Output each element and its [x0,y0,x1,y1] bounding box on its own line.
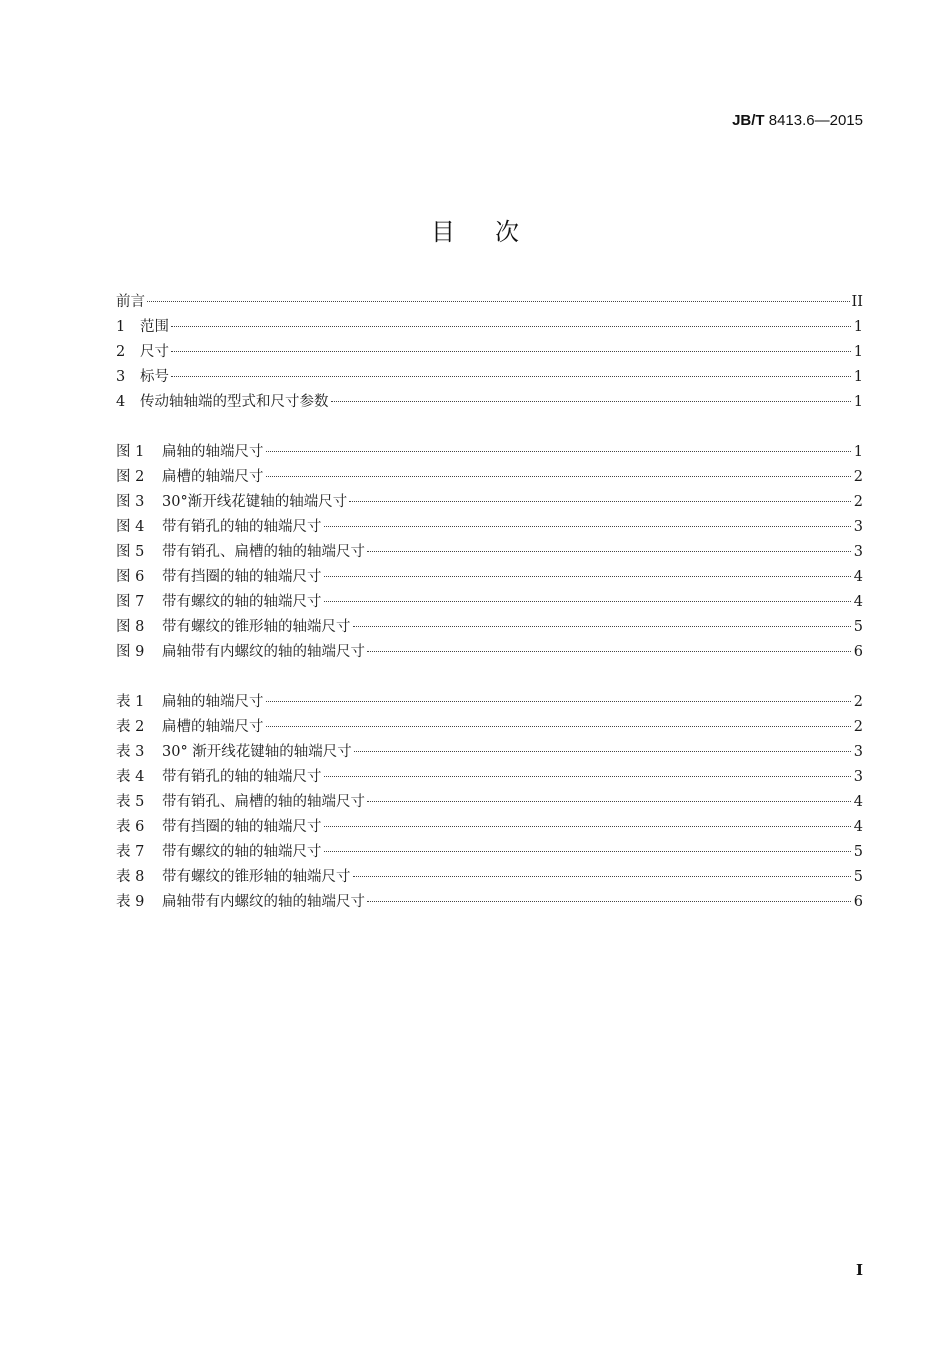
toc-entry-label: 标号 [140,369,169,385]
toc-entry-page: 3 [853,769,863,785]
toc-dot-leader [266,726,852,727]
toc-entry-label: 带有销孔的轴的轴端尺寸 [162,769,322,785]
toc-dot-leader [171,351,851,352]
toc-entry-label: 带有挡圈的轴的轴端尺寸 [162,569,322,585]
toc-entry[interactable] [116,440,863,465]
toc-dot-leader [367,651,851,652]
toc-entry-page: 4 [853,569,863,585]
toc-dot-leader [324,776,852,777]
toc-entry[interactable] [116,290,863,315]
toc-entry[interactable] [116,765,863,790]
toc-entry-page: 1 [853,369,863,385]
toc-entry-number: 表 6 [116,819,145,835]
toc-entry-number: 表 7 [116,844,145,860]
toc-entry-number: 4 [116,394,126,410]
toc-entry-label: 30°渐开线花键轴的轴端尺寸 [162,494,348,510]
toc-entry-number: 表 2 [116,719,145,735]
toc-dot-leader [349,501,851,502]
toc-entry-page: 2 [853,694,863,710]
toc-entry-label: 扁槽的轴端尺寸 [162,719,264,735]
standard-number: 8413.6—2015 [764,112,863,129]
toc-entry-number: 图 4 [116,519,145,535]
toc-entry-number: 图 2 [116,469,145,485]
toc-entry-number: 图 8 [116,619,145,635]
toc-entry-number: 表 8 [116,869,145,885]
toc-entry-number: 表 1 [116,694,145,710]
toc-entry[interactable] [116,340,863,365]
toc-entry-label: 带有销孔、扁槽的轴的轴端尺寸 [162,794,365,810]
toc-entry-number: 图 6 [116,569,145,585]
toc-entry-label: 传动轴轴端的型式和尺寸参数 [140,394,329,410]
toc-dot-leader [353,626,852,627]
page-title: 目次 [431,218,559,246]
toc-dot-leader [324,851,852,852]
page-number: I [855,1261,863,1279]
toc-entry-label: 扁轴带有内螺纹的轴的轴端尺寸 [162,644,365,660]
toc-entry-page: 1 [853,344,863,360]
toc-dot-leader [147,301,850,302]
toc-entry-number: 图 9 [116,644,145,660]
toc-entry[interactable] [116,465,863,490]
toc-entry-label: 尺寸 [140,344,169,360]
toc-entry-number: 2 [116,344,126,360]
toc-entry[interactable] [116,640,863,665]
toc-entry-page: 4 [853,819,863,835]
toc-dot-leader [171,376,851,377]
toc-entry-number: 表 3 [116,744,145,760]
toc-entry-page: 3 [853,744,863,760]
toc-entry-page: 1 [853,394,863,410]
toc-entry-number: 图 1 [116,444,145,460]
toc-dot-leader [171,326,851,327]
toc-figures-group [116,440,863,665]
toc-entry[interactable] [116,315,863,340]
toc-entry-page: II [851,294,863,310]
toc-entry-page: 1 [853,319,863,335]
toc-entry[interactable] [116,365,863,390]
toc-entry-number: 图 5 [116,544,145,560]
toc-entry[interactable] [116,890,863,915]
toc-entry-label: 带有螺纹的锥形轴的轴端尺寸 [162,619,351,635]
toc-entry[interactable] [116,840,863,865]
toc-dot-leader [353,876,852,877]
standard-prefix: JB/T [732,112,765,129]
toc-entry-page: 5 [853,869,863,885]
toc-entry-label: 扁轴带有内螺纹的轴的轴端尺寸 [162,894,365,910]
toc-dot-leader [324,826,852,827]
table-of-contents [116,290,863,915]
toc-entry[interactable] [116,490,863,515]
toc-entry-number: 表 4 [116,769,145,785]
toc-entry-page: 2 [853,494,863,510]
toc-entry-label: 扁槽的轴端尺寸 [162,469,264,485]
toc-entry-page: 6 [853,894,863,910]
toc-entry[interactable] [116,815,863,840]
toc-entry-label: 带有销孔的轴的轴端尺寸 [162,519,322,535]
toc-entry-page: 3 [853,544,863,560]
toc-entry-label: 范围 [140,319,169,335]
toc-entry-page: 2 [853,719,863,735]
toc-entry[interactable] [116,565,863,590]
toc-entry-number: 1 [116,319,126,335]
toc-dot-leader [367,801,851,802]
toc-entry[interactable] [116,865,863,890]
toc-dot-leader [266,476,852,477]
toc-entry-number: 表 9 [116,894,145,910]
toc-entry-page: 1 [853,444,863,460]
toc-entry[interactable] [116,515,863,540]
toc-entry[interactable] [116,590,863,615]
toc-dot-leader [324,526,852,527]
toc-entry-page: 5 [853,619,863,635]
toc-entry-label: 30° 渐开线花键轴的轴端尺寸 [162,744,352,760]
toc-entry-label: 带有螺纹的轴的轴端尺寸 [162,844,322,860]
toc-tables-group [116,690,863,915]
toc-entry-number: 图 7 [116,594,145,610]
toc-entry-label: 带有销孔、扁槽的轴的轴端尺寸 [162,544,365,560]
toc-entry[interactable] [116,615,863,640]
toc-entry[interactable] [116,715,863,740]
toc-entry[interactable] [116,390,863,415]
toc-entry-label: 扁轴的轴端尺寸 [162,444,264,460]
toc-dot-leader [367,901,851,902]
toc-sections-group [116,290,863,415]
toc-entry-label: 带有螺纹的锥形轴的轴端尺寸 [162,869,351,885]
toc-entry-page: 4 [853,794,863,810]
toc-entry-number: 3 [116,369,126,385]
toc-dot-leader [266,451,852,452]
toc-entry-number: 图 3 [116,494,145,510]
toc-entry-label: 扁轴的轴端尺寸 [162,694,264,710]
toc-dot-leader [354,751,851,752]
toc-dot-leader [324,576,852,577]
toc-entry-number: 表 5 [116,794,145,810]
toc-entry-page: 6 [853,644,863,660]
toc-dot-leader [266,701,852,702]
toc-entry-label: 前言 [116,294,145,310]
toc-entry-page: 2 [853,469,863,485]
toc-entry[interactable] [116,790,863,815]
toc-entry[interactable] [116,690,863,715]
toc-entry-page: 5 [853,844,863,860]
toc-entry[interactable] [116,540,863,565]
standard-code [732,112,863,129]
toc-entry[interactable] [116,740,863,765]
toc-entry-label: 带有螺纹的轴的轴端尺寸 [162,594,322,610]
toc-dot-leader [331,401,852,402]
toc-entry-page: 3 [853,519,863,535]
toc-entry-page: 4 [853,594,863,610]
toc-entry-label: 带有挡圈的轴的轴端尺寸 [162,819,322,835]
toc-dot-leader [324,601,852,602]
toc-dot-leader [367,551,851,552]
